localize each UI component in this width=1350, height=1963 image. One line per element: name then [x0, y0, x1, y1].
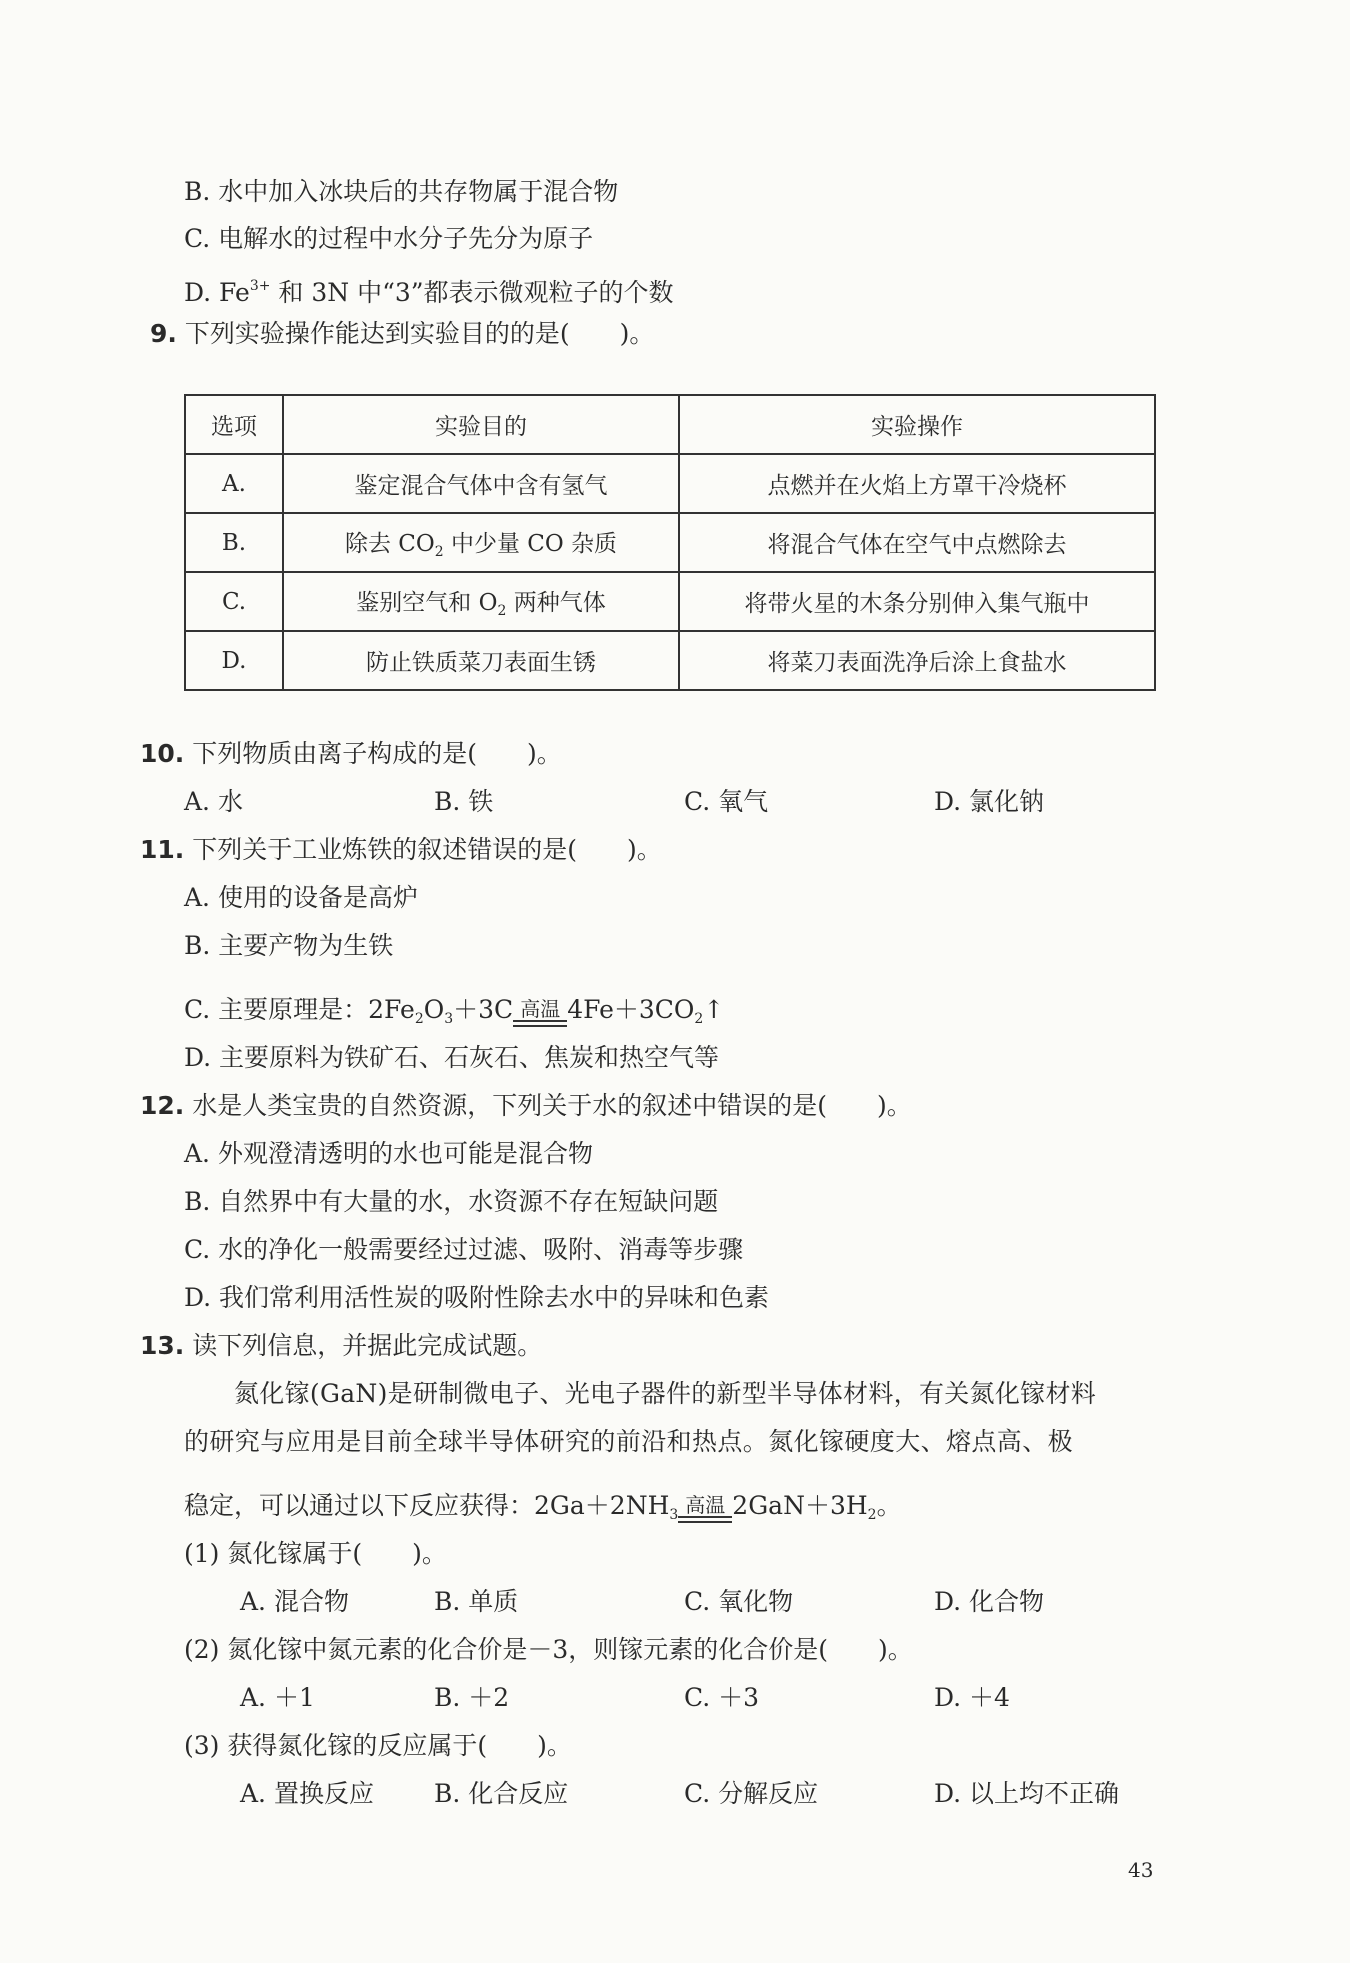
- q11-option-b: B. 主要产物为生铁: [184, 931, 394, 960]
- purpose-text: 除去 CO: [344, 531, 435, 557]
- row-option: A.: [185, 454, 283, 513]
- header-option: 选项: [185, 395, 283, 454]
- q9-text: 下列实验操作能达到实验目的的是( )。: [184, 319, 655, 348]
- header-operation: 实验操作: [679, 395, 1155, 454]
- equation-text: 。: [876, 1491, 902, 1520]
- equals-sign: [678, 1516, 732, 1523]
- subscript: 3: [444, 1011, 454, 1027]
- row-option: C.: [185, 572, 283, 631]
- q13-sub2-option-b: B. ＋2: [434, 1683, 510, 1712]
- equation-text: ＋3C: [453, 995, 514, 1024]
- subscript: 2: [694, 1011, 704, 1027]
- q11-option-a: A. 使用的设备是高炉: [184, 883, 418, 912]
- subscript: 2: [497, 603, 507, 619]
- q13-passage-line-1: 氮化镓(GaN)是研制微电子、光电子器件的新型半导体材料，有关氮化镓材料: [234, 1379, 1097, 1408]
- q10-option-d: D. 氯化钠: [934, 787, 1045, 816]
- q9-stem: [150, 318, 654, 350]
- row-operation: 将菜刀表面洗净后涂上食盐水: [679, 631, 1155, 690]
- q12-option-b: B. 自然界中有大量的水，水资源不存在短缺问题: [184, 1187, 719, 1216]
- row-option: B.: [185, 513, 283, 572]
- q8-option-b: B. 水中加入冰块后的共存物属于混合物: [184, 177, 619, 206]
- q13-sub3-option-d: D. 以上均不正确: [934, 1779, 1120, 1808]
- equals-sign: [513, 1020, 567, 1027]
- row-operation: 将带火星的木条分别伸入集气瓶中: [679, 572, 1155, 631]
- row-purpose: [283, 572, 679, 631]
- gas-arrow-icon: ↑: [703, 995, 725, 1024]
- q8-d-pre: D. Fe: [184, 278, 250, 307]
- row-option: D.: [185, 631, 283, 690]
- q13-sub3-option-b: B. 化合反应: [434, 1779, 569, 1808]
- header-purpose: 实验目的: [283, 395, 679, 454]
- row-operation: 将混合气体在空气中点燃除去: [679, 513, 1155, 572]
- q12-option-a: A. 外观澄清透明的水也可能是混合物: [184, 1139, 593, 1168]
- q13-sub2-option-d: D. ＋4: [934, 1683, 1010, 1712]
- equation-text: 4Fe＋3CO: [567, 995, 695, 1024]
- q13-passage-line-2: 的研究与应用是目前全球半导体研究的前沿和热点。氮化镓硬度大、熔点高、极: [184, 1427, 1074, 1456]
- equation-text: 2GaN＋3H: [732, 1491, 868, 1520]
- q13-sub2-option-c: C. ＋3: [684, 1683, 760, 1712]
- q13-sub3-stem: (3) 获得氮化镓的反应属于( )。: [184, 1731, 572, 1760]
- q13-sub2-stem: (2) 氮化镓中氮元素的化合价是－3，则镓元素的化合价是( )。: [184, 1635, 913, 1664]
- q9-experiment-table: [184, 394, 1156, 691]
- q10-text: 下列物质由离子构成的是( )。: [192, 739, 562, 768]
- q10-option-a: A. 水: [184, 787, 243, 816]
- q11-stem: [140, 834, 662, 866]
- q11-number: 11.: [140, 835, 185, 864]
- q9-number: 9.: [150, 319, 177, 348]
- table-header-row: [185, 395, 1155, 454]
- condition-label: 高温: [685, 1493, 726, 1517]
- table-row: [185, 631, 1155, 690]
- reaction-condition: [678, 1493, 732, 1531]
- purpose-text: 鉴别空气和 O: [356, 590, 498, 616]
- q13-sub1-option-b: B. 单质: [434, 1587, 519, 1616]
- q13-sub1-option-a: A. 混合物: [240, 1587, 349, 1616]
- condition-label: 高温: [520, 997, 561, 1021]
- row-purpose: [283, 513, 679, 572]
- table-row: [185, 572, 1155, 631]
- q11-option-c: [184, 994, 724, 1035]
- q12-stem: [140, 1090, 912, 1122]
- subscript: 2: [434, 544, 444, 560]
- q12-option-c: C. 水的净化一般需要经过过滤、吸附、消毒等步骤: [184, 1235, 744, 1264]
- row-purpose: 鉴定混合气体中含有氢气: [283, 454, 679, 513]
- q11-option-d: D. 主要原料为铁矿石、石灰石、焦炭和热空气等: [184, 1043, 720, 1072]
- q13-sub1-stem: (1) 氮化镓属于( )。: [184, 1539, 447, 1568]
- row-purpose: 防止铁质菜刀表面生锈: [283, 631, 679, 690]
- equation-text: C. 主要原理是：2Fe: [184, 995, 415, 1024]
- q10-stem: [140, 738, 562, 770]
- q8-option-c: C. 电解水的过程中水分子先分为原子: [184, 224, 594, 253]
- purpose-text: 中少量 CO 杂质: [443, 531, 618, 557]
- q8-d-charge: 3+: [249, 278, 271, 294]
- equation-text: O: [423, 995, 445, 1024]
- q11-text: 下列关于工业炼铁的叙述错误的是( )。: [192, 835, 662, 864]
- table-row: [185, 513, 1155, 572]
- q8-d-post: 和 3N 中“3”都表示微观粒子的个数: [270, 278, 674, 307]
- q13-sub1-option-c: C. 氧化物: [684, 1587, 794, 1616]
- q13-sub1-option-d: D. 化合物: [934, 1587, 1045, 1616]
- q10-option-c: C. 氧气: [684, 787, 769, 816]
- q10-option-b: B. 铁: [434, 787, 494, 816]
- q13-stem: [140, 1330, 542, 1362]
- q13-sub3-option-c: C. 分解反应: [684, 1779, 819, 1808]
- purpose-text: 两种气体: [506, 590, 606, 616]
- equation-text: 稳定，可以通过以下反应获得：2Ga＋2NH: [184, 1491, 670, 1520]
- q13-sub3-option-a: A. 置换反应: [240, 1779, 374, 1808]
- q12-text: 水是人类宝贵的自然资源，下列关于水的叙述中错误的是( )。: [192, 1091, 912, 1120]
- row-operation: 点燃并在火焰上方罩干冷烧杯: [679, 454, 1155, 513]
- subscript: 3: [669, 1507, 679, 1523]
- q8-option-d: [184, 270, 674, 309]
- q10-number: 10.: [140, 739, 185, 768]
- q13-sub2-option-a: A. ＋1: [240, 1683, 315, 1712]
- q13-passage-line-3: [184, 1490, 902, 1531]
- subscript: 2: [414, 1011, 424, 1027]
- q12-option-d: D. 我们常利用活性炭的吸附性除去水中的异味和色素: [184, 1283, 770, 1312]
- table-row: [185, 454, 1155, 513]
- subscript: 2: [867, 1507, 877, 1523]
- page-number: 43: [1128, 1858, 1154, 1882]
- q13-text: 读下列信息，并据此完成试题。: [192, 1331, 543, 1360]
- q13-number: 13.: [140, 1331, 185, 1360]
- reaction-condition: [513, 997, 567, 1035]
- q12-number: 12.: [140, 1091, 185, 1120]
